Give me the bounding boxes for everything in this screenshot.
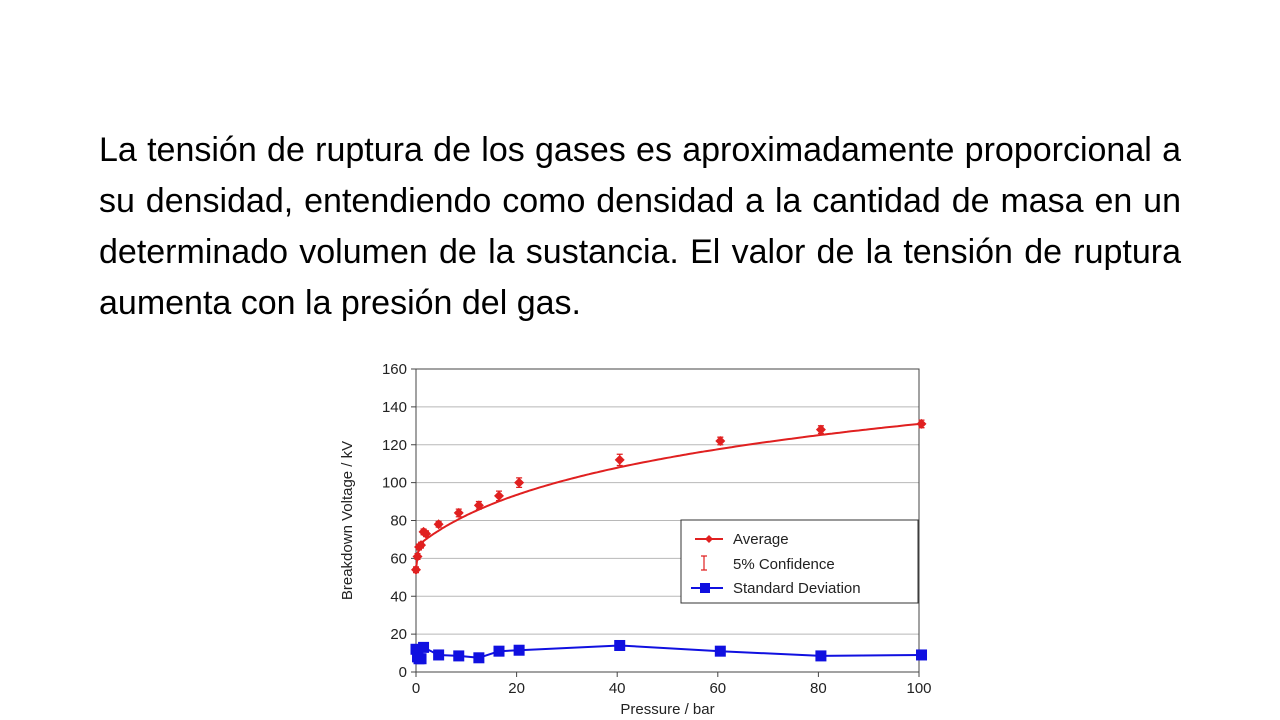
average-point: [413, 551, 423, 561]
x-axis-ticks: [412, 672, 932, 697]
legend-label-average: Average: [733, 531, 789, 548]
y-axis-ticks: [382, 361, 416, 681]
standard-deviation-point: [614, 640, 625, 651]
slide-paragraph: La tensión de ruptura de los gases es aproximadamente proporcional a su densidad, entendiendo como densidad a la cantidad de masa en un determinado volumen de la sustancia. El valor de la tensión de ruptura aumenta con la presión del gas.: [99, 131, 1181, 322]
y-tick-label: 160: [381, 361, 407, 378]
standard-deviation-point: [416, 653, 427, 664]
x-tick-label: 40: [608, 680, 626, 697]
standard-deviation-point: [815, 650, 826, 661]
legend-marker-standard-deviation: [700, 583, 710, 593]
standard-deviation-point: [493, 646, 504, 657]
standard-deviation-point: [473, 652, 484, 663]
y-tick-label: 120: [381, 436, 407, 454]
x-tick-label: 0: [411, 680, 421, 697]
standard-deviation-point: [715, 646, 726, 657]
standard-deviation-point: [514, 645, 525, 656]
average-point: [615, 455, 625, 465]
x-tick-label: 20: [508, 680, 525, 697]
standard-deviation-point: [916, 649, 927, 660]
legend-label-standard-deviation: Standard Deviation: [733, 580, 861, 597]
y-tick-label: 100: [381, 474, 407, 492]
chart: [330, 352, 955, 720]
standard-deviation-point: [418, 642, 429, 653]
average-point: [514, 478, 524, 488]
y-tick-label: 140: [381, 398, 407, 416]
chart-legend: [681, 520, 918, 603]
x-tick-label: 60: [709, 680, 727, 697]
y-tick-label: 20: [390, 626, 407, 644]
average-point: [411, 565, 421, 575]
x-tick-label: 100: [906, 680, 932, 697]
standard-deviation-point: [433, 649, 444, 660]
x-tick-label: 80: [810, 680, 827, 697]
standard-deviation-line: [416, 646, 922, 659]
y-tick-label: 0: [398, 664, 407, 681]
chart-svg: [330, 352, 955, 720]
x-axis-title: Pressure / bar: [620, 701, 715, 718]
y-tick-label: 40: [390, 588, 407, 606]
y-tick-label: 80: [390, 512, 407, 530]
y-tick-label: 60: [390, 550, 407, 568]
average-point: [816, 425, 826, 435]
average-point: [917, 419, 927, 429]
y-axis-title: Breakdown Voltage / kV: [339, 440, 356, 601]
standard-deviation-point: [453, 650, 464, 661]
legend-label-confidence: 5% Confidence: [733, 556, 835, 573]
